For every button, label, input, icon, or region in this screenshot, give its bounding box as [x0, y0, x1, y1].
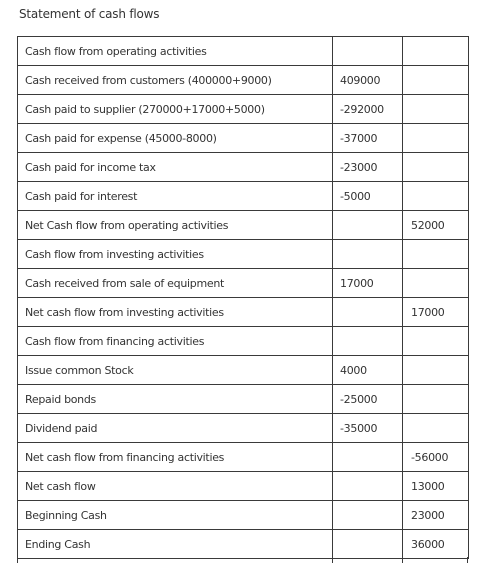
table-row [18, 530, 469, 559]
row-amount [333, 327, 403, 356]
table-row [18, 472, 469, 501]
table-edge-line [467, 557, 468, 563]
row-amount: 4000 [333, 356, 403, 385]
cash-flow-table-body [18, 37, 469, 559]
table-row [18, 385, 469, 414]
row-total: 23000 [403, 501, 469, 530]
row-total [403, 385, 469, 414]
row-total [403, 182, 469, 211]
row-amount [333, 37, 403, 66]
table-row [18, 298, 469, 327]
row-total [403, 37, 469, 66]
table-row [18, 443, 469, 472]
table-edge-line [17, 557, 18, 563]
table-row [18, 269, 469, 298]
row-amount: -5000 [333, 182, 403, 211]
row-description: Cash received from sale of equipment [18, 269, 333, 298]
row-amount [333, 211, 403, 240]
row-total [403, 269, 469, 298]
row-amount: -37000 [333, 124, 403, 153]
row-description: Cash flow from operating activities [18, 37, 333, 66]
row-description: Issue common Stock [18, 356, 333, 385]
row-description: Net cash flow [18, 472, 333, 501]
row-description: Cash paid for expense (45000-8000) [18, 124, 333, 153]
row-total: 36000 [403, 530, 469, 559]
table-row [18, 37, 469, 66]
cash-flow-table [17, 36, 469, 559]
row-description: Repaid bonds [18, 385, 333, 414]
row-total [403, 327, 469, 356]
table-row [18, 124, 469, 153]
row-amount: -292000 [333, 95, 403, 124]
page-title: Statement of cash flows [19, 7, 160, 21]
row-amount [333, 240, 403, 269]
row-total: 17000 [403, 298, 469, 327]
table-row [18, 240, 469, 269]
table-edge-line [332, 557, 333, 563]
row-amount: 409000 [333, 66, 403, 95]
row-description: Cash received from customers (400000+9000) [18, 66, 333, 95]
row-amount [333, 472, 403, 501]
table-row [18, 182, 469, 211]
table-row [18, 501, 469, 530]
row-total: 52000 [403, 211, 469, 240]
row-amount: -25000 [333, 385, 403, 414]
row-description: Net Cash flow from operating activities [18, 211, 333, 240]
row-amount: -23000 [333, 153, 403, 182]
row-total [403, 153, 469, 182]
table-row [18, 327, 469, 356]
row-total [403, 95, 469, 124]
table-row [18, 95, 469, 124]
row-description: Ending Cash [18, 530, 333, 559]
row-description: Cash flow from investing activities [18, 240, 333, 269]
row-description: Cash paid for interest [18, 182, 333, 211]
row-description: Net cash flow from investing activities [18, 298, 333, 327]
row-description: Dividend paid [18, 414, 333, 443]
table-row [18, 211, 469, 240]
row-total [403, 66, 469, 95]
row-amount [333, 298, 403, 327]
row-amount [333, 501, 403, 530]
row-total: -56000 [403, 443, 469, 472]
table-edge-line [402, 557, 403, 563]
row-total [403, 240, 469, 269]
row-description: Cash flow from financing activities [18, 327, 333, 356]
row-amount [333, 530, 403, 559]
row-amount: 17000 [333, 269, 403, 298]
row-total: 13000 [403, 472, 469, 501]
table-row [18, 153, 469, 182]
row-description: Beginning Cash [18, 501, 333, 530]
table-row [18, 66, 469, 95]
row-total [403, 124, 469, 153]
row-amount: -35000 [333, 414, 403, 443]
row-total [403, 356, 469, 385]
table-row [18, 356, 469, 385]
row-description: Net cash flow from financing activities [18, 443, 333, 472]
row-description: Cash paid for income tax [18, 153, 333, 182]
row-description: Cash paid to supplier (270000+17000+5000) [18, 95, 333, 124]
row-amount [333, 443, 403, 472]
table-row [18, 414, 469, 443]
row-total [403, 414, 469, 443]
